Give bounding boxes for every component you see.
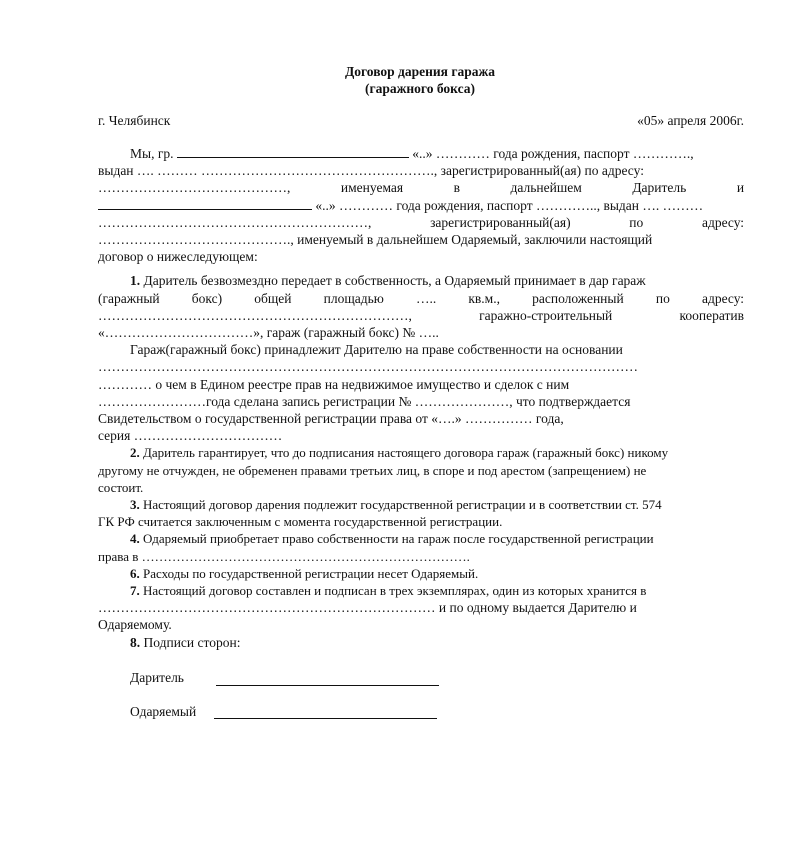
clause-number: 8. [130, 634, 141, 650]
intro-text: именуемая [340, 180, 404, 196]
signature-line-receiver [214, 718, 437, 719]
intro-line-5 [98, 214, 744, 231]
ownership-line-4: ……………………года сделана запись регистрации № …………………, что подтверждается [98, 393, 631, 409]
intro-text: Мы, гр. [130, 146, 174, 161]
intro-line-6: ……………………………………., именуемый в дальнейшем Одаряемый, заключили настоящий [98, 232, 653, 248]
clause-number: 4. [130, 531, 140, 547]
ownership-line-3: ………… о чем в Едином реестре прав на недвижимое имущество и сделок с ним [98, 376, 570, 392]
intro-line-7: договор о нижеследующем: [98, 249, 258, 265]
intro-text: дальнейшем [510, 180, 582, 196]
clause-text: бокс) [191, 290, 223, 306]
intro-line-4 [98, 197, 744, 214]
clause-1-line-4: «……………………………», гараж (гаражный бокс) № ….. [98, 325, 439, 341]
clause-text: (гаражный [98, 290, 160, 306]
intro-text: «..» ………… года рождения, паспорт …………., [412, 146, 694, 161]
intro-text: и [736, 180, 744, 196]
city: г. Челябинск [98, 113, 171, 128]
clause-text: Настоящий договор составлен и подписан в трех экземплярах, один из которых хранится в [143, 583, 647, 599]
clause-4-line-2: права в …………………………………………………………………. [98, 548, 470, 564]
clause-text: расположенный [532, 290, 624, 306]
clause-text: Настоящий договор дарения подлежит государственной регистрации и в соответствии ст. 574 [143, 497, 662, 513]
clause-3-line-2: ГК РФ считается заключенным с момента государственной регистрации. [98, 514, 503, 530]
intro-text: «..» ………… года рождения, паспорт ………….., выдан …. ……… [315, 197, 704, 213]
ownership-line-6: серия …………………………… [98, 428, 283, 444]
document-subtitle: (гаражного бокса) [364, 81, 476, 96]
name-blank-2 [98, 197, 312, 210]
contract-body [98, 145, 744, 651]
clause-number: 7. [130, 583, 140, 599]
signature-line-giver [216, 685, 439, 686]
signature-label: Одаряемый [130, 704, 197, 719]
clause-text: ……………………………………………………………, [98, 307, 412, 323]
clause-text: Расходы по государственной регистрации несет Одаряемый. [143, 565, 479, 581]
clause-2-line-2: другому не отчужден, не обременен правами третьих лиц, в споре и под арестом (запрещением) не [98, 462, 647, 478]
clause-3-line-1 [98, 496, 744, 513]
ownership-line-2: ………………………………………………………………………………………………………… [98, 359, 638, 375]
clause-text: кооператив [679, 307, 744, 323]
intro-text: адресу: [701, 214, 744, 230]
clause-number: 1. [130, 273, 141, 289]
clause-4-line-1 [98, 530, 744, 547]
intro-line-3 [98, 179, 744, 196]
clause-text: Даритель гарантирует, что до подписания настоящего договора гараж (гаражный бокс) никому [143, 445, 669, 461]
clause-number: 3. [130, 497, 140, 513]
intro-text: по [629, 214, 644, 230]
intro-text: зарегистрированный(ая) [430, 214, 571, 230]
clause-text: Даритель безвозмездно передает в собственность, а Одаряемый принимает в дар гараж [143, 273, 646, 289]
clause-7-line-1 [98, 582, 744, 599]
intro-text: ……………………………………………………, [98, 214, 372, 230]
clause-1-line-3 [98, 307, 744, 324]
clause-2-line-3: состоит. [98, 479, 144, 495]
name-blank-1 [177, 145, 409, 158]
intro-line-1 [98, 145, 744, 162]
clause-text: общей [254, 290, 292, 306]
ownership-line-1: Гараж(гаражный бокс) принадлежит Дарителю на праве собственности на основании [130, 342, 623, 358]
document-title: Договор дарения гаража [344, 64, 496, 79]
clause-number: 6. [130, 565, 140, 581]
contract-date: «05» апреля 2006г. [637, 113, 744, 128]
clause-8-line-1 [98, 634, 744, 651]
clause-7-line-2: ………………………………………………………………… и по одному выдается Дарителю и [98, 600, 637, 616]
ownership-line-5: Свидетельством о государственной регистрации права от «….» …………… года, [98, 411, 564, 427]
clause-number: 2. [130, 445, 140, 461]
clause-text: гаражно-строительный [479, 307, 613, 323]
intro-text: ……………………………………, [98, 180, 291, 196]
clause-6-line-1 [98, 565, 744, 582]
signature-label: Даритель [130, 670, 184, 685]
intro-text: Даритель [632, 180, 687, 196]
clause-text: ….. [415, 290, 437, 306]
clause-text: по [655, 290, 670, 306]
intro-line-2: выдан …. ……… ……………………………………………., зарегистрированный(ая) по адресу: [98, 163, 644, 179]
clause-1-line-2 [98, 290, 744, 307]
clause-text: площадью [323, 290, 384, 306]
clause-text: Одаряемый приобретает право собственности на гараж после государственной регистрации [143, 531, 654, 547]
clause-text: Подписи сторон: [143, 634, 241, 650]
clause-text: адресу: [701, 290, 744, 306]
clause-text: кв.м., [468, 290, 500, 306]
clause-1-line-1 [98, 272, 744, 289]
signature-receiver [130, 704, 196, 720]
signature-giver [130, 670, 184, 686]
clause-2-line-1 [98, 444, 744, 461]
intro-text: в [453, 180, 461, 196]
clause-7-line-3: Одаряемому. [98, 617, 172, 633]
